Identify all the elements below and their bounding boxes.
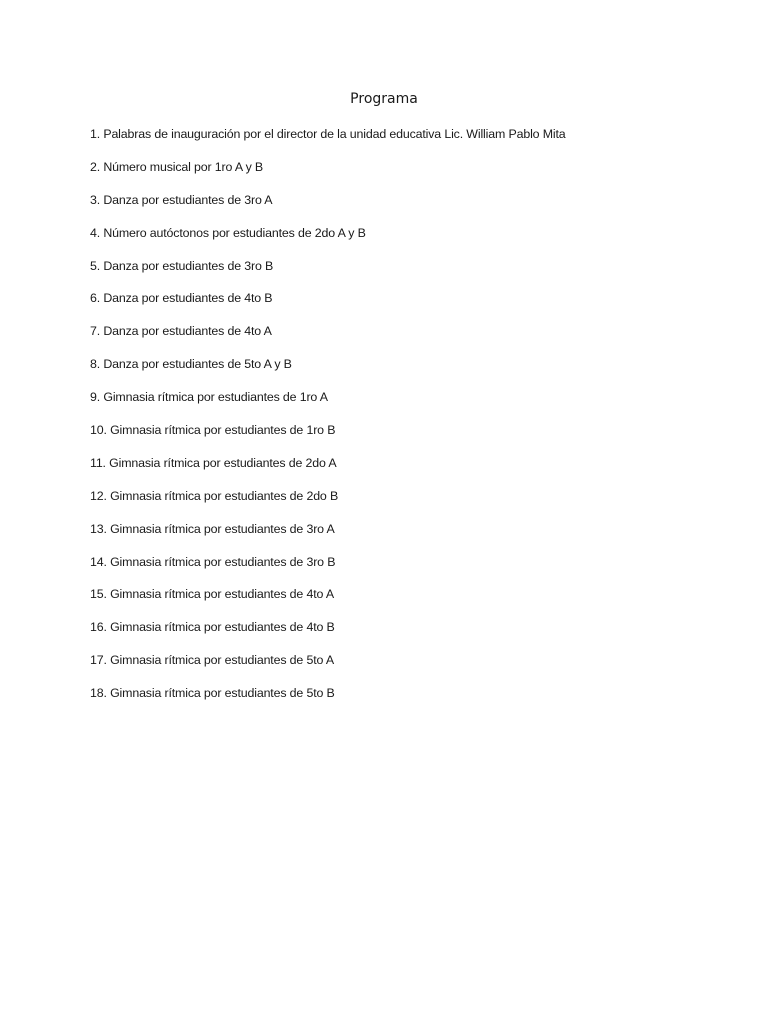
program-item-17: 17. Gimnasia rítmica por estudiantes de 5to A	[90, 653, 334, 668]
program-item-8: 8. Danza por estudiantes de 5to A y B	[90, 357, 292, 372]
program-item-4: 4. Número autóctonos por estudiantes de 2do A y B	[90, 225, 366, 240]
program-item-3: 3. Danza por estudiantes de 3ro A	[90, 192, 273, 207]
program-item-6: 6. Danza por estudiantes de 4to B	[90, 291, 273, 306]
program-item-10: 10. Gimnasia rítmica por estudiantes de 1ro B	[90, 423, 336, 438]
program-item-13: 13. Gimnasia rítmica por estudiantes de 3ro A	[90, 521, 335, 536]
program-item-1: 1. Palabras de inauguración por el director de la unidad educativa Lic. William Pablo Mita	[90, 127, 566, 141]
program-item-18: 18. Gimnasia rítmica por estudiantes de 5to B	[90, 686, 335, 701]
program-item-5: 5. Danza por estudiantes de 3ro B	[90, 258, 274, 273]
program-item-7: 7. Danza por estudiantes de 4to A	[90, 324, 272, 339]
program-item-14: 14. Gimnasia rítmica por estudiantes de 3ro B	[90, 554, 336, 569]
program-list	[90, 125, 566, 717]
program-item-2: 2. Número musical por 1ro A y B	[90, 159, 264, 174]
program-item-11: 11. Gimnasia rítmica por estudiantes de 2do A	[90, 455, 337, 470]
page-title: Programa	[350, 91, 418, 107]
program-item-12: 12. Gimnasia rítmica por estudiantes de 2do B	[90, 488, 339, 503]
program-item-9: 9. Gimnasia rítmica por estudiantes de 1ro A	[90, 390, 328, 405]
program-item-16: 16. Gimnasia rítmica por estudiantes de 4to B	[90, 620, 335, 635]
program-item-15: 15. Gimnasia rítmica por estudiantes de 4to A	[90, 587, 334, 602]
